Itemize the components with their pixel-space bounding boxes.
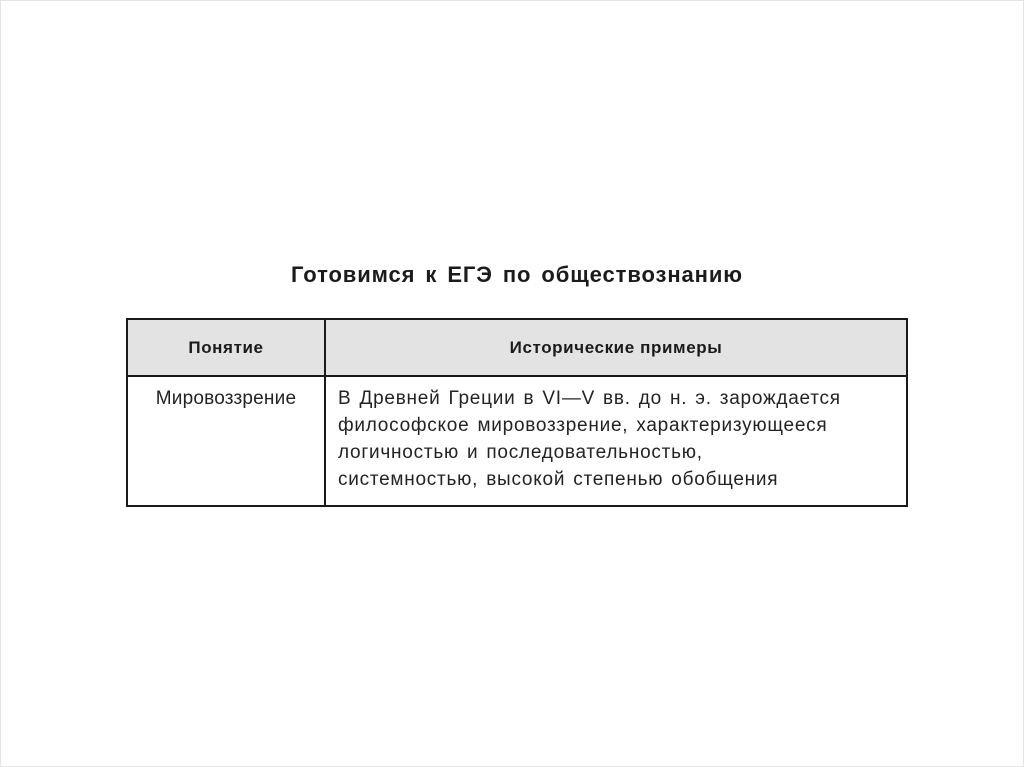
example-line: В Древней Греции в VI—V вв. до н. э. зарождается [338,388,841,409]
table-row [127,376,907,506]
example-line: логичностью и последовательностью, [338,442,703,463]
examples-cell [325,376,907,506]
term-cell: Мировоззрение [127,376,325,506]
example-line: системностью, высокой степенью обобщения [338,469,779,490]
column-header-historical-examples: Исторические примеры [325,319,907,376]
concept-table [126,318,908,507]
column-header-concept: Понятие [127,319,325,376]
page-title: Готовимся к ЕГЭ по обществознанию [291,262,743,287]
example-line: философское мировоззрение, характеризующееся [338,415,828,436]
table-header-row [127,319,907,376]
